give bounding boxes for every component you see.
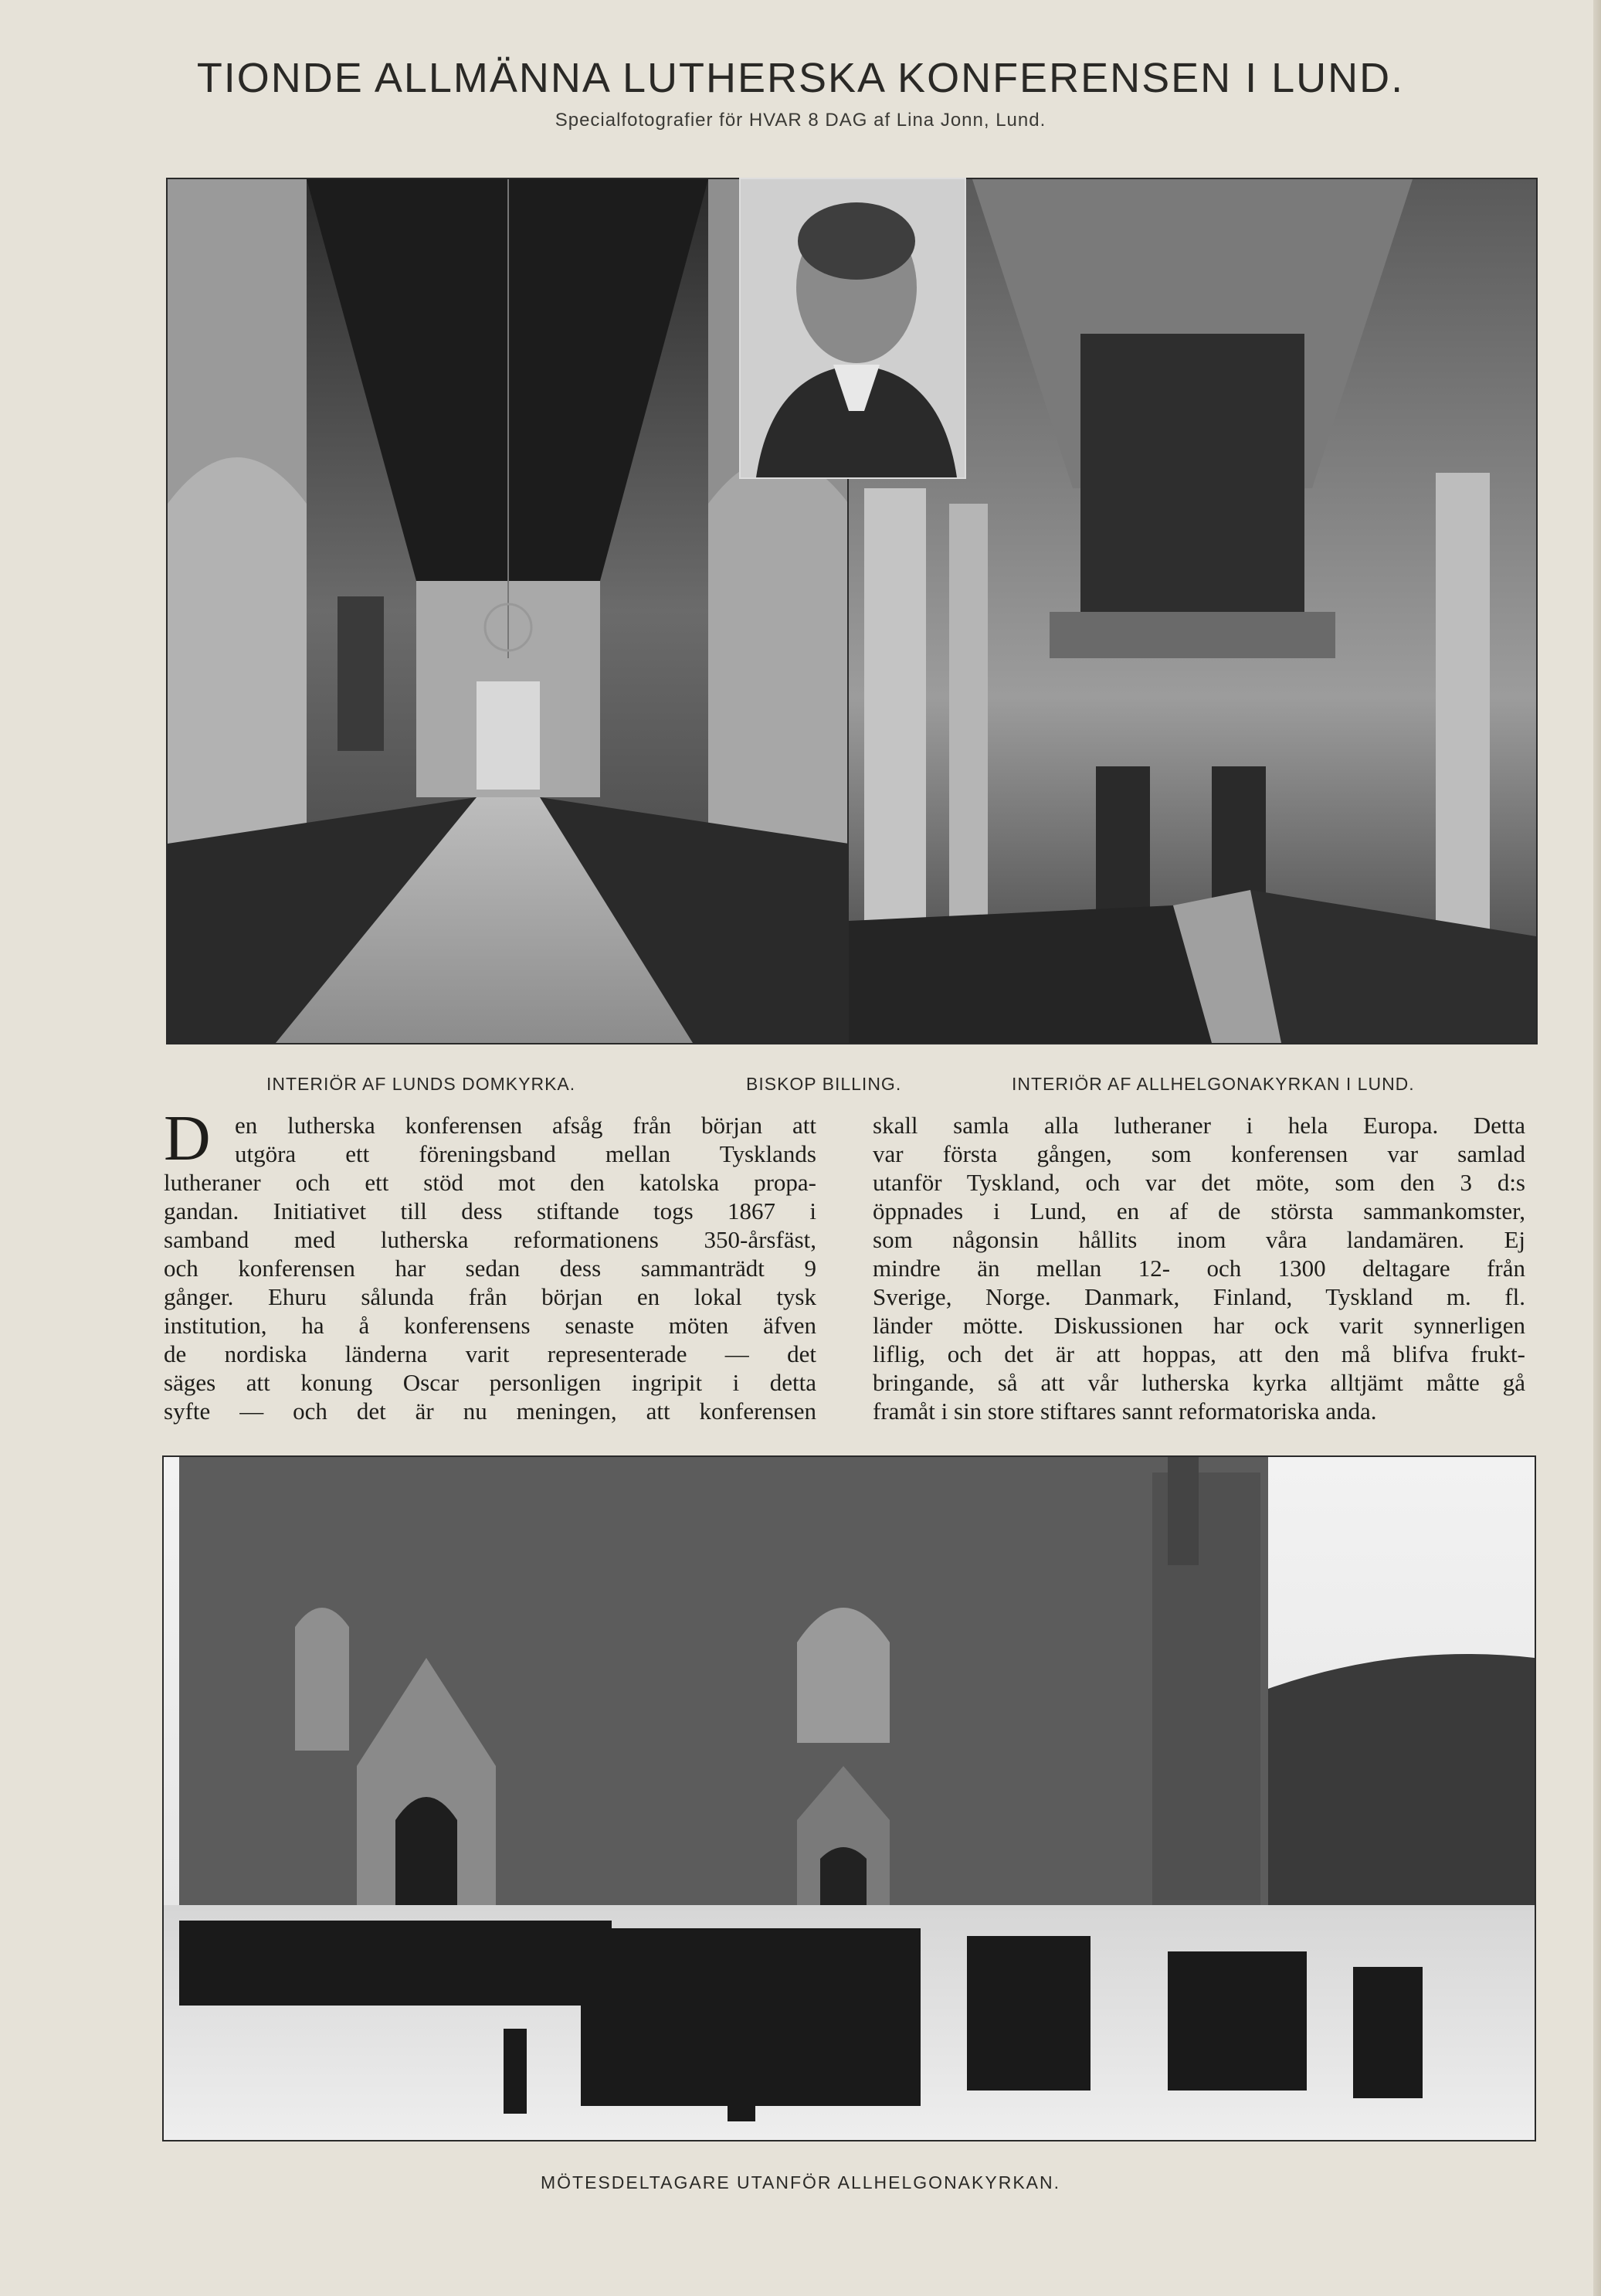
article-line: samband med lutherska reformationens 350-årsfäst, (164, 1226, 816, 1253)
article-line: framåt i sin store stiftares sannt reformatoriska anda. (873, 1398, 1377, 1425)
article-line: öppnades i Lund, en af de största sammankomster, (873, 1197, 1525, 1224)
article-line: utanför Tyskland, och var det möte, som den 3 d:s (873, 1169, 1525, 1196)
article-line: var första gången, som konferensen var samlad (873, 1140, 1525, 1167)
caption-allhelgonakyrkan: INTERIÖR AF ALLHELGONAKYRKAN I LUND. (1012, 1074, 1415, 1094)
article-line: liflig, och det är att hoppas, att den må blifva frukt- (873, 1340, 1525, 1367)
article-column-right (873, 1111, 1525, 1425)
article-line: gandan. Initiativet till dess stiftande togs 1867 i (164, 1197, 816, 1224)
article-line: en lutherska konferensen afsåg från början att (235, 1112, 816, 1139)
article-line: gånger. Ehuru sålunda från början en lokal tysk (164, 1283, 816, 1310)
article-line: som någonsin hållits inom våra landamären. Ej (873, 1226, 1525, 1253)
page-edge (1593, 0, 1601, 2296)
article-line: de nordiska länderna varit representerade — det (164, 1340, 816, 1367)
article-column-left (164, 1102, 816, 1425)
article-line: skall samla alla lutheraner i hela Europa. Detta (873, 1112, 1525, 1139)
caption-motesdeltagare: MÖTESDELTAGARE UTANFÖR ALLHELGONAKYRKAN. (540, 2172, 1060, 2192)
article-line: och konferensen har sedan dess sammanträdt 9 (164, 1255, 816, 1282)
page-subtitle: Specialfotografier för HVAR 8 DAG af Lina Jonn, Lund. (555, 110, 1046, 131)
photo-allhelgonakyrkan-exterior (162, 1455, 1536, 2141)
article-line: säges att konung Oscar personligen ingripit i detta (164, 1369, 816, 1396)
drop-cap: D (164, 1102, 211, 1174)
article-line: institution, ha å konferensens senaste möten äfven (164, 1312, 816, 1339)
article-line: syfte — och det är nu meningen, att konferensen (164, 1398, 816, 1425)
article-line: Sverige, Norge. Danmark, Finland, Tyskland m. fl. (873, 1283, 1525, 1310)
caption-lunds-domkyrka: INTERIÖR AF LUNDS DOMKYRKA. (266, 1074, 576, 1094)
article-line: lutheraner och ett stöd mot den katolska propa- (164, 1169, 816, 1196)
article-line: bringande, så att vår lutherska kyrka alltjämt måtte gå (873, 1369, 1525, 1396)
article-line: länder mötte. Diskussionen har ock varit synnerligen (873, 1312, 1525, 1339)
photo-biskop-billing (739, 178, 966, 479)
article-line: utgöra ett föreningsband mellan Tysklands (235, 1140, 816, 1167)
page-title: TIONDE ALLMÄNNA LUTHERSKA KONFERENSEN I LUND. (196, 55, 1405, 101)
caption-biskop-billing: BISKOP BILLING. (746, 1074, 902, 1094)
article-line: mindre än mellan 12- och 1300 deltagare från (873, 1255, 1525, 1282)
